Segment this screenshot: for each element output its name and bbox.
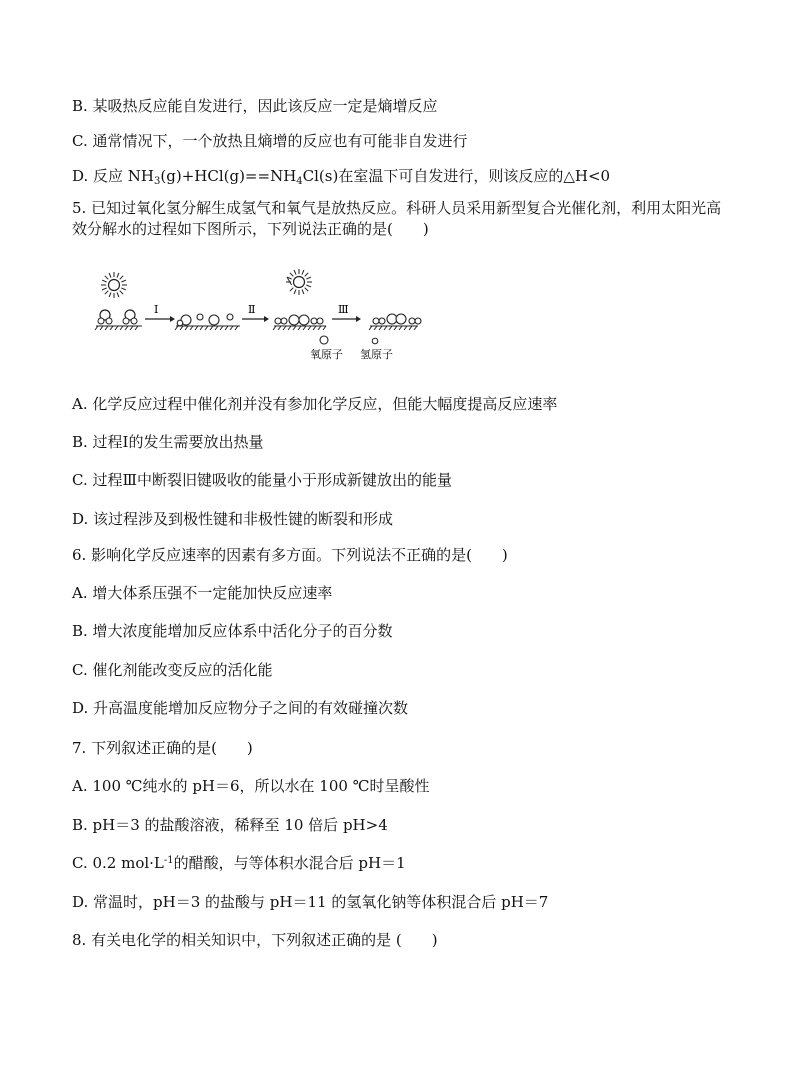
atoms-stage-3 (275, 315, 323, 325)
q6-option-a: A. 增大体系压强不一定能加快反应速率 (72, 584, 333, 602)
sun-icon (101, 272, 127, 298)
catalyst-surface (175, 326, 240, 330)
q7-option-a: A. 100 ℃纯水的 pH＝6，所以水在 100 ℃时呈酸性 (72, 777, 430, 795)
q4-option-c: C. 通常情况下，一个放热且熵增的反应也有可能非自发进行 (72, 132, 468, 150)
q5-option-b: B. 过程Ⅰ的发生需要放出热量 (72, 433, 264, 451)
q8-stem: 8. 有关电化学的相关知识中，下列叙述正确的是 ( ) (72, 931, 438, 949)
q5-option-d: D. 该过程涉及到极性键和非极性键的断裂和形成 (72, 510, 394, 528)
catalyst-surface (95, 326, 142, 330)
arrow-step-1 (145, 303, 175, 322)
step-1-label: Ⅰ (154, 303, 159, 316)
legend-oxygen (310, 336, 343, 361)
q4-option-b: B. 某吸热反应能自发进行，因此该反应一定是熵增反应 (72, 97, 438, 115)
q5-stem: 5. 已知过氧化氢分解生成氢气和氧气是放热反应。科研人员采用新型复合光催化剂，利用太阳光高效分解水的过程如下图所示，下列说法正确的是( ) (72, 199, 722, 238)
legend-hydrogen-label: 氢原子 (360, 348, 393, 361)
step-3-label: Ⅲ (338, 303, 349, 316)
water-molecule (123, 310, 137, 324)
water-molecule (98, 310, 112, 324)
legend-oxygen-label: 氧原子 (310, 348, 343, 361)
q5-option-a: A. 化学反应过程中催化剂并没有参加化学反应，但能大幅度提高反应速率 (72, 395, 558, 413)
products-stage-4 (373, 314, 421, 324)
q6-option-d: D. 升高温度能增加反应物分子之间的有效碰撞次数 (72, 699, 409, 717)
q7-option-c: C. 0.2 $mol\cdot L^{-1}$的醋酸，与等体积水混合后 pH＝1 (72, 854, 406, 872)
atoms-stage-2 (177, 314, 233, 326)
sun-icon (286, 269, 312, 295)
step-2-label: Ⅱ (248, 303, 256, 316)
q6-option-b: B. 增大浓度能增加反应体系中活化分子的百分数 (72, 622, 393, 640)
q5-option-c: C. 过程Ⅲ中断裂旧键吸收的能量小于形成新键放出的能量 (72, 471, 452, 489)
q6-option-c: C. 催化剂能改变反应的活化能 (72, 661, 273, 679)
q7-stem: 7. 下列叙述正确的是( ) (72, 739, 253, 757)
catalyst-surface (273, 326, 326, 330)
q4-option-d: D. 反应 $NH_3(g)+HCl(g)==NH_4Cl(s)$在室温下可自发进行，则该反应的△H<0 (72, 167, 611, 187)
photocatalysis-diagram (92, 268, 452, 372)
q7-option-b: B. pH＝3 的盐酸溶液，稀释至 10 倍后 pH>4 (72, 816, 388, 834)
legend-hydrogen (360, 338, 393, 361)
q6-stem: 6. 影响化学反应速率的因素有多方面。下列说法不正确的是( ) (72, 546, 508, 564)
arrow-step-3 (332, 303, 361, 322)
catalyst-surface (369, 326, 418, 330)
arrow-step-2 (242, 303, 269, 322)
q7-option-d: D. 常温时，pH＝3 的盐酸与 pH＝11 的氢氧化钠等体积混合后 pH＝7 (72, 893, 549, 911)
